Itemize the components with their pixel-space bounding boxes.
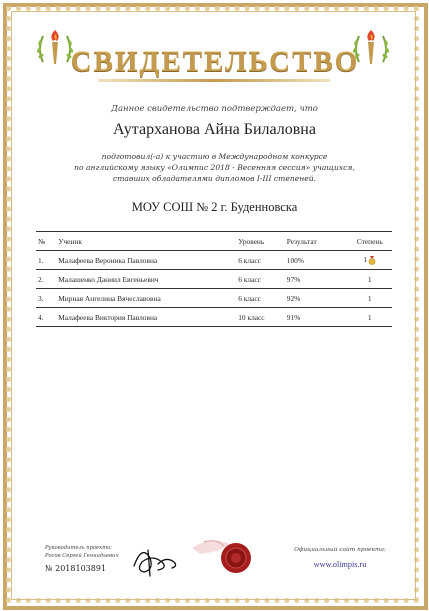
table-row — [36, 308, 392, 327]
medal-icon — [368, 256, 376, 265]
intro-text: Данное свидетельство подтверждает, что — [111, 104, 318, 114]
project-head-label: Руководитель проекта: — [45, 545, 112, 551]
header-num: № — [38, 236, 46, 246]
results-table — [36, 231, 392, 327]
header-student: Ученик — [58, 236, 82, 246]
header-degree: Степень — [356, 236, 383, 246]
header-result: Результат — [286, 236, 317, 246]
table-row — [36, 289, 392, 308]
description-line: ставших обладателями дипломов I-III степеней. — [112, 174, 317, 183]
row-result: 92% — [286, 293, 301, 303]
project-head-name: Росов Сергей Геннадьевич — [45, 553, 119, 559]
description-line: подготовил(-а) к участию в Международном конкурсе — [101, 152, 328, 161]
row-student: Малафеева Вероника Павловна — [58, 255, 158, 265]
row-level: 10 класс — [238, 312, 265, 322]
wax-seal-icon — [190, 528, 262, 580]
row-student: Малашенко Даниил Евгеньевич — [58, 274, 159, 284]
table-header-row — [36, 232, 392, 251]
signature-image — [128, 540, 184, 580]
degree-value: 1 — [363, 255, 368, 265]
certificate-title: СВИДЕТЕЛЬСТВО — [70, 46, 360, 78]
row-degree: 1 — [367, 274, 372, 284]
row-student: Мирная Ангелина Вячеславовна — [58, 293, 161, 303]
row-result: 100% — [286, 255, 305, 265]
school-name: МОУ СОШ № 2 г. Буденновска — [131, 200, 298, 214]
row-degree — [347, 251, 392, 270]
row-level: 6 класс — [238, 255, 261, 265]
description-line: по английскому языку «Олимпис 2018 - Весенняя сессия» учащихся, — [74, 163, 355, 172]
row-result: 97% — [286, 274, 301, 284]
row-num: 2. — [38, 274, 44, 284]
row-num: 4. — [38, 312, 44, 322]
row-level: 6 класс — [238, 274, 261, 284]
row-student: Малафеева Виктория Павловна — [58, 312, 158, 322]
site-link[interactable]: www.olimpis.ru — [313, 560, 367, 569]
teacher-name: Аутарханова Айна Билаловна — [113, 121, 316, 138]
row-degree: 1 — [367, 312, 372, 322]
certificate-number: № 2018103891 — [45, 564, 107, 573]
row-num: 3. — [38, 293, 44, 303]
title-underline — [98, 79, 330, 82]
description — [20, 151, 409, 184]
site-label: Официальный сайт проекта: — [294, 547, 386, 553]
row-level: 6 класс — [238, 293, 261, 303]
table-row — [36, 270, 392, 289]
row-result: 91% — [286, 312, 301, 322]
row-num: 1. — [38, 255, 44, 265]
table-row — [36, 251, 392, 270]
project-head — [45, 544, 119, 560]
header-level: Уровень — [238, 236, 265, 246]
row-degree: 1 — [367, 293, 372, 303]
